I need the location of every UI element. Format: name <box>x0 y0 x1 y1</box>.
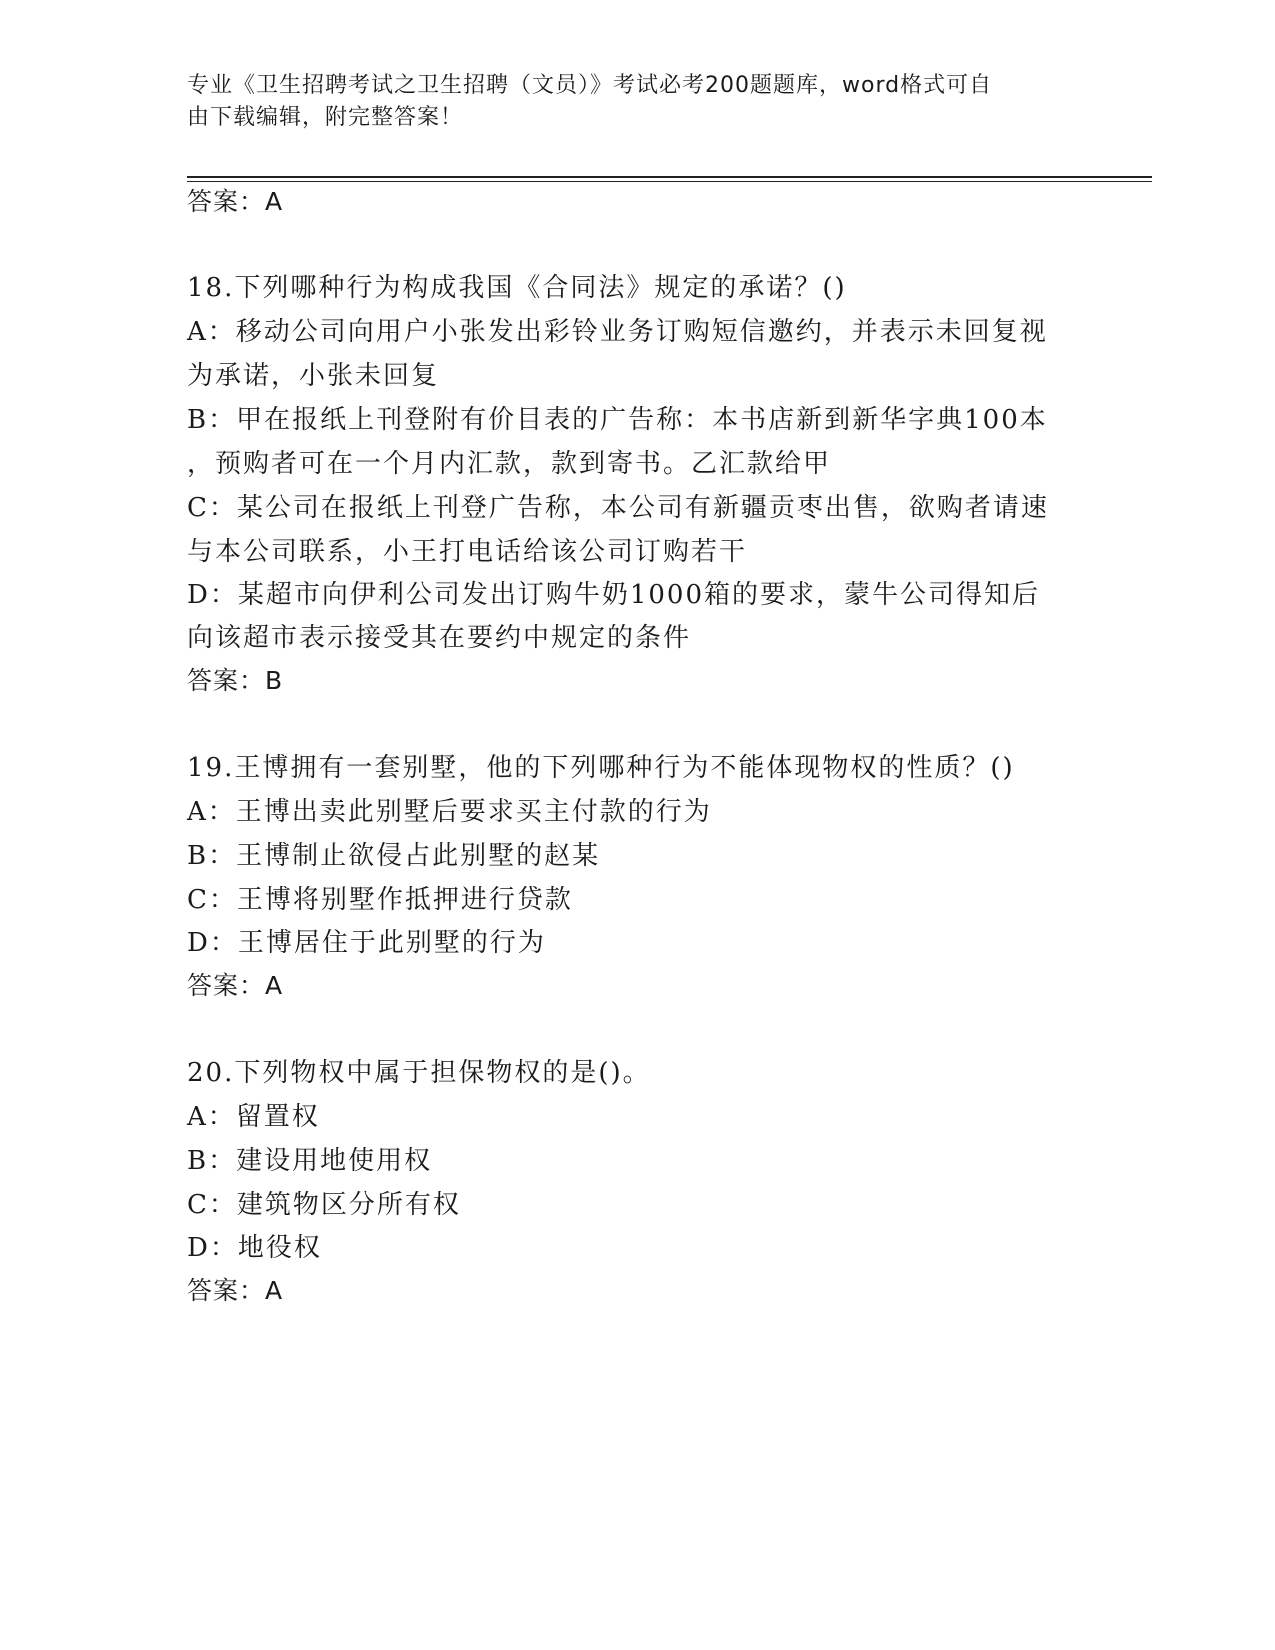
q19-stem: 19.王博拥有一套别墅，他的下列哪种行为不能体现物权的性质？() <box>187 753 1015 783</box>
q20-option-d: D：地役权 <box>187 1233 322 1263</box>
header-divider-thin <box>187 181 1152 182</box>
q20-option-b: B：建设用地使用权 <box>187 1146 433 1176</box>
page-header <box>187 70 1067 134</box>
q18-option-c-line1: C：某公司在报纸上刊登广告称，本公司有新疆贡枣出售，欲购者请速 <box>187 493 1049 523</box>
header-line-1: 专业《卫生招聘考试之卫生招聘（文员）》考试必考200题题库，word格式可自 <box>187 73 993 98</box>
q19-option-d: D：王博居住于此别墅的行为 <box>187 928 546 958</box>
q20-option-c: C：建筑物区分所有权 <box>187 1190 461 1220</box>
q20-stem: 20.下列物权中属于担保物权的是()。 <box>187 1058 651 1088</box>
q19-option-b: B：王博制止欲侵占此别墅的赵某 <box>187 841 601 871</box>
q18-option-d-line2: 向该超市表示接受其在要约中规定的条件 <box>187 623 692 653</box>
q18-option-a-line1: A：移动公司向用户小张发出彩铃业务订购短信邀约，并表示未回复视 <box>187 317 1048 347</box>
answer-17: 答案：A <box>187 187 284 216</box>
q18-option-b-line2: ，预购者可在一个月内汇款，款到寄书。乙汇款给甲 <box>187 449 832 479</box>
q20-answer: 答案：A <box>187 1276 284 1305</box>
q19-option-c: C：王博将别墅作抵押进行贷款 <box>187 885 573 915</box>
q18-answer: 答案：B <box>187 666 284 695</box>
q18-option-d-line1: D：某超市向伊利公司发出订购牛奶1000箱的要求，蒙牛公司得知后 <box>187 580 1041 610</box>
q18-stem: 18.下列哪种行为构成我国《合同法》规定的承诺？() <box>187 273 847 303</box>
q18-option-a-line2: 为承诺，小张未回复 <box>187 361 440 391</box>
q18-option-c-line2: 与本公司联系，小王打电话给该公司订购若干 <box>187 537 748 567</box>
q19-option-a: A：王博出卖此别墅后要求买主付款的行为 <box>187 797 712 827</box>
q20-option-a: A：留置权 <box>187 1102 320 1132</box>
header-divider-thick <box>187 176 1152 178</box>
q18-option-b-line1: B：甲在报纸上刊登附有价目表的广告称：本书店新到新华字典100本 <box>187 405 1048 435</box>
header-line-2: 由下载编辑，附完整答案！ <box>187 105 464 130</box>
q19-answer: 答案：A <box>187 971 284 1000</box>
